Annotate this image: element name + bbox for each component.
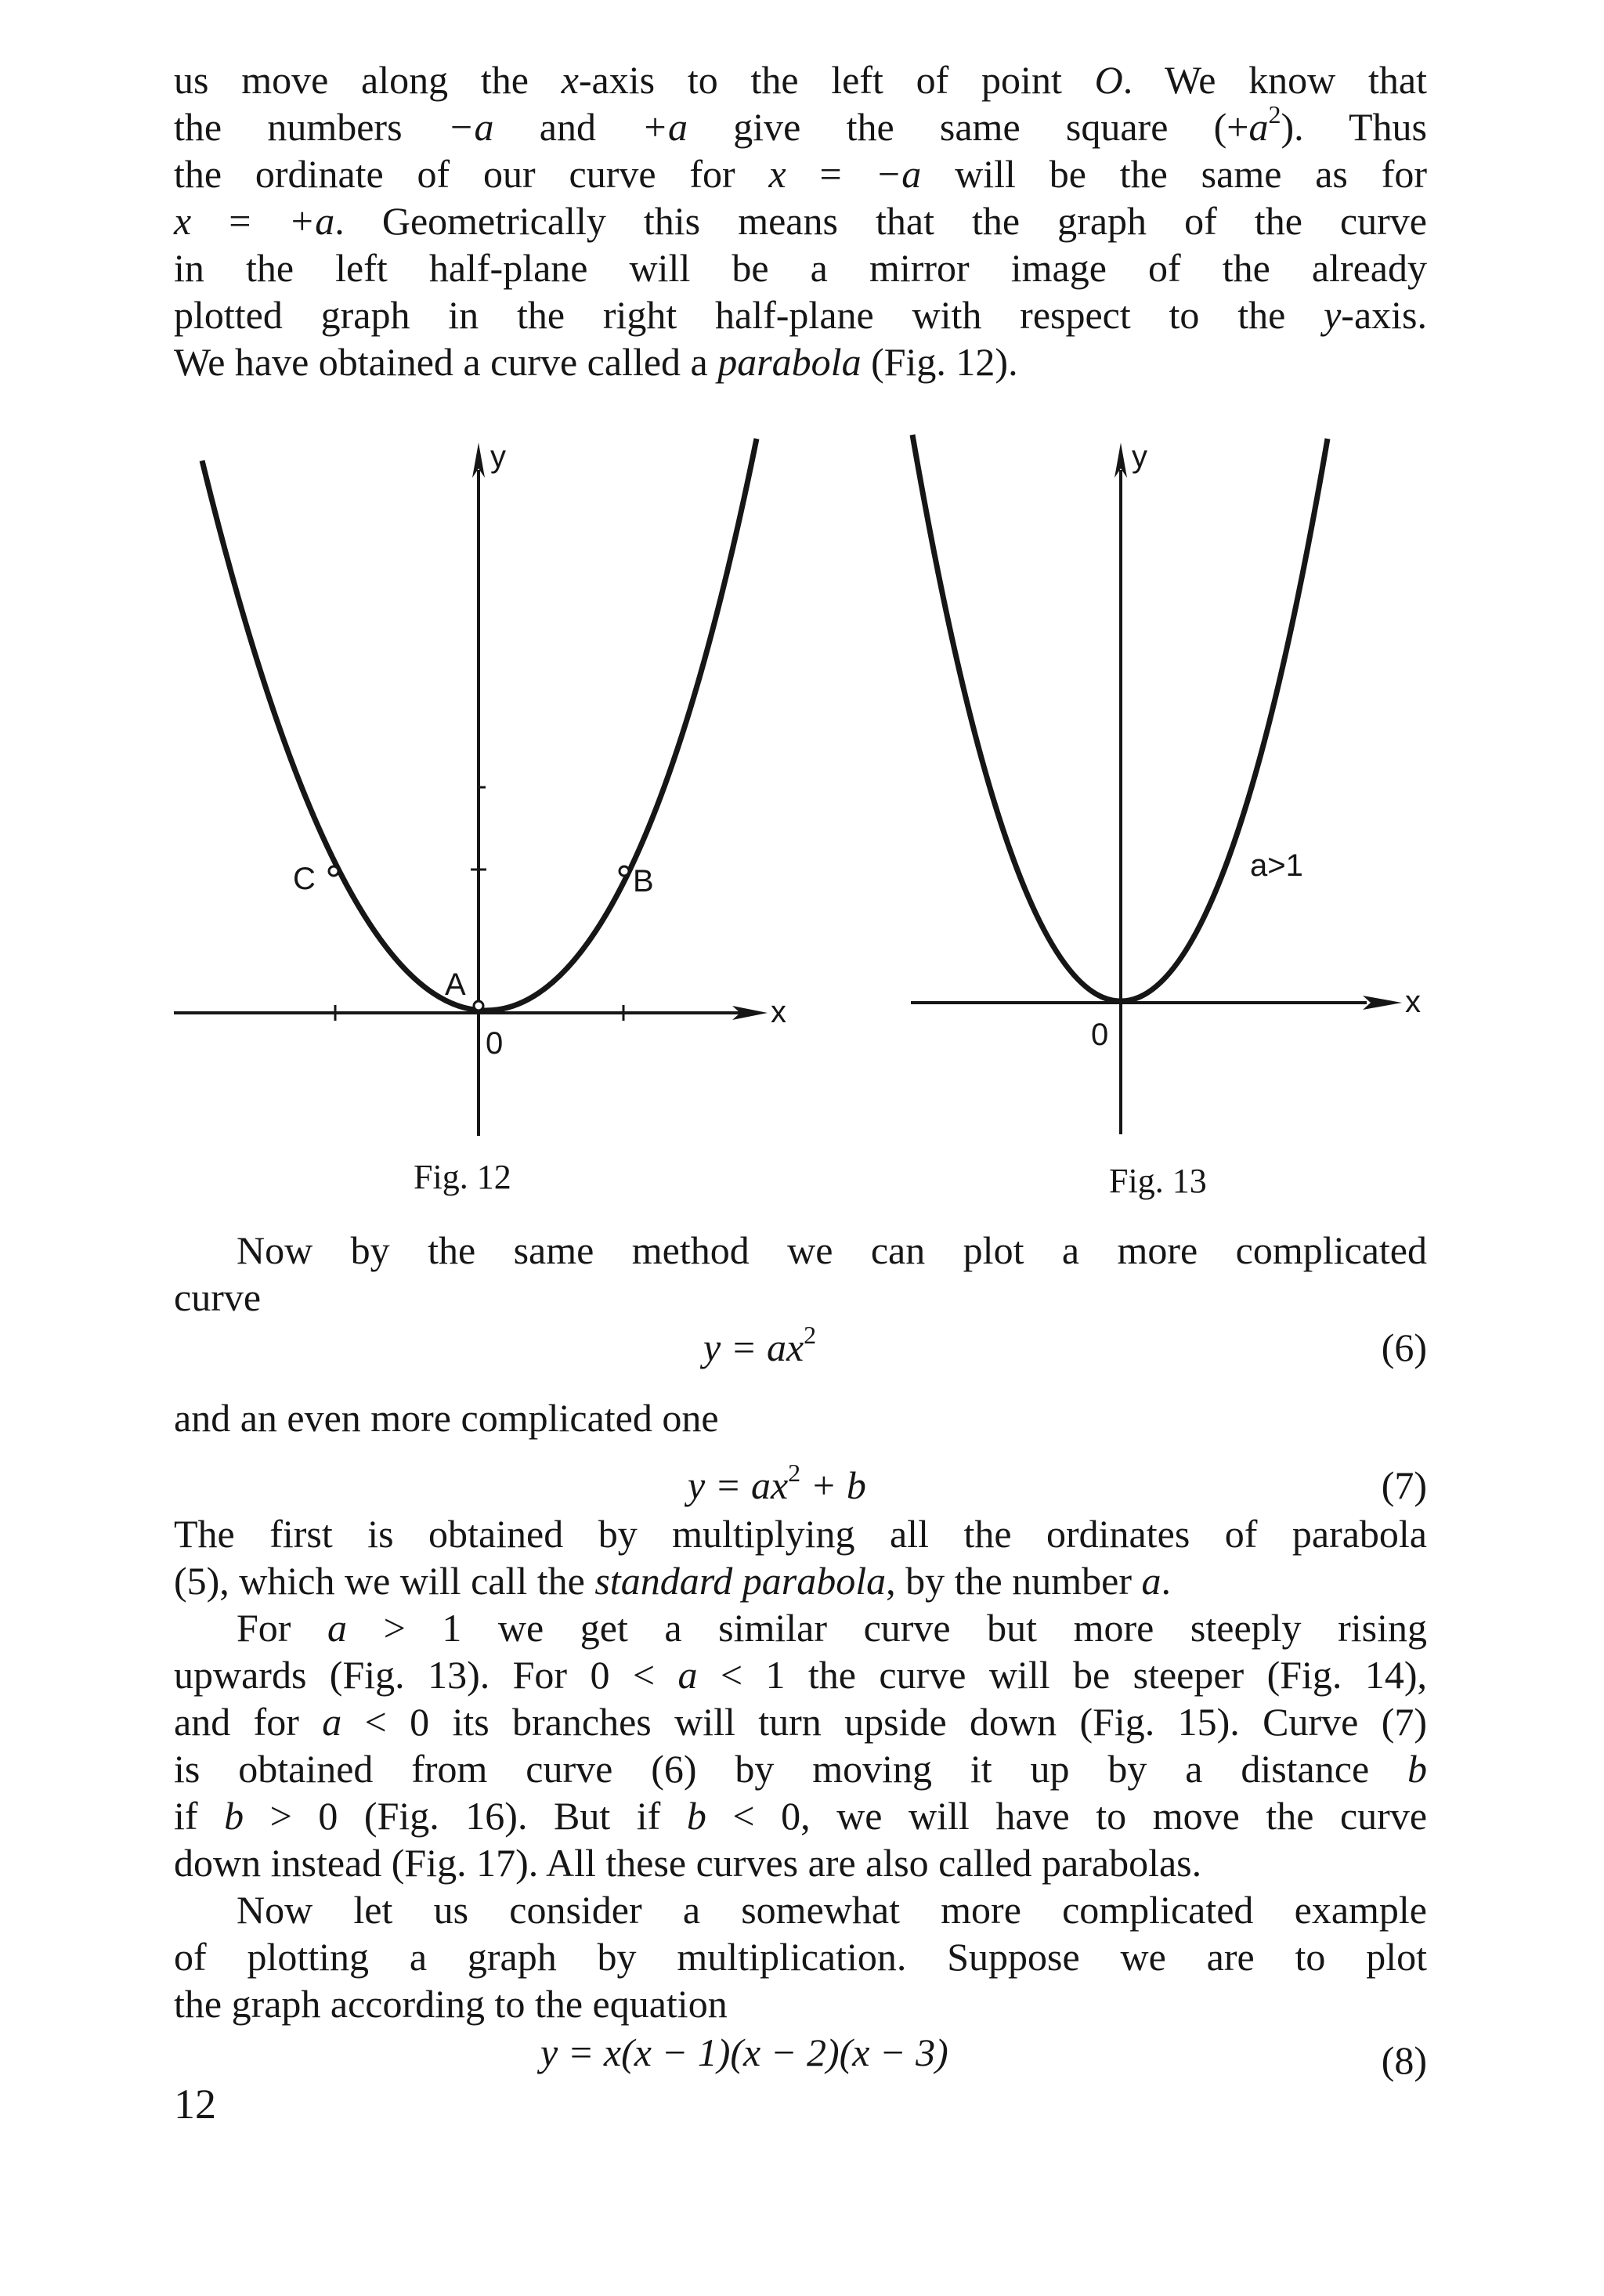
text-line: We have obtained a curve called a parabola (Fig. 12). [174, 340, 1018, 384]
eq7-rhs: = ax [705, 1463, 789, 1507]
text-line: down instead (Fig. 17). All these curves are also called parabolas. [174, 1841, 1202, 1885]
equation-6 [703, 1321, 817, 1371]
text-line: Now by the same method we can plot a more complicated [237, 1228, 1427, 1272]
fig13-x-label: x [1405, 985, 1421, 1019]
equation-7-number: (7) [1381, 1463, 1427, 1507]
fig12-origin-label: 0 [486, 1026, 504, 1061]
eq6-lhs: y [703, 1325, 721, 1369]
fig12-y-label: y [490, 439, 506, 474]
paragraph-4 [174, 1510, 1427, 1604]
fig12-caption: Fig. 12 [414, 1158, 511, 1196]
fig13-caption: Fig. 13 [1109, 1162, 1207, 1200]
figure-13 [911, 435, 1421, 1134]
text-line: (5), which we will call the standard parabola, by the number a. [174, 1559, 1171, 1603]
text-line: the numbers −a and +a give the same square $(+a^2)$. Thus [174, 100, 1427, 149]
fig12-x-label: x [771, 995, 786, 1029]
fig13-curve-label: a>1 [1250, 848, 1303, 883]
text-line: the ordinate of our curve for x = −a will be the same as for [174, 152, 1428, 196]
text-line: is obtained from curve (6) by moving it up by a distance b [174, 1747, 1427, 1791]
text-line: and for a < 0 its branches will turn upside down (Fig. 15). Curve (7) [174, 1700, 1428, 1744]
paragraph-3-text: and an even more complicated one [174, 1396, 719, 1440]
fig12-label-a: A [445, 967, 466, 1002]
eq6-exp: 2 [804, 1321, 817, 1349]
eq7-tail: + b [800, 1463, 866, 1507]
fig12-point-b [620, 866, 629, 876]
text-line: upwards (Fig. 13). For 0 < a < 1 the curve will be steeper (Fig. 14), [174, 1653, 1427, 1697]
fig12-label-c: C [293, 862, 316, 896]
eq7-exp: 2 [788, 1459, 801, 1487]
text-line: curve [174, 1275, 262, 1319]
paragraph-3 [174, 1394, 1427, 1441]
equation-7 [688, 1459, 866, 1509]
fig13-x-arrow-icon [1363, 996, 1402, 1010]
equation-8-number: (8) [1381, 2038, 1427, 2082]
figure-12 [174, 439, 786, 1136]
text-line: in the left half-plane will be a mirror image of the already [174, 246, 1427, 290]
equation-6-number: (6) [1381, 1325, 1427, 1369]
fig12-label-b: B [633, 864, 654, 899]
eq6-rhs: = ax [721, 1325, 804, 1369]
paragraph-6 [174, 1886, 1427, 2027]
fig13-origin-label: 0 [1091, 1018, 1109, 1052]
page-number: 12 [174, 2081, 216, 2128]
fig13-y-label: y [1132, 439, 1147, 474]
text-line: if b > 0 (Fig. 16). But if b < 0, we will have to move the curve [174, 1794, 1428, 1838]
text-line: the graph according to the equation [174, 1982, 728, 2026]
text-line: plotted graph in the right half-plane with respect to the y-axis. [174, 293, 1427, 337]
paragraph-2 [174, 1227, 1427, 1321]
text-line: Now let us consider a somewhat more complicated example [237, 1888, 1427, 1932]
text-line: of plotting a graph by multiplication. Suppose we are to plot [174, 1935, 1427, 1979]
text-line: The first is obtained by multiplying all the ordinates of parabola [174, 1512, 1427, 1556]
fig12-point-a [474, 1001, 483, 1011]
fig12-point-c [329, 866, 338, 876]
text-line: x = +a. Geometrically this means that the graph of the curve [174, 199, 1427, 243]
paragraph-5 [174, 1604, 1427, 1886]
equation-8: y = x(x − 1)(x − 2)(x − 3) [540, 2030, 948, 2074]
eq7-lhs: y [688, 1463, 706, 1507]
text-line: For a > 1 we get a similar curve but more steeply rising [237, 1606, 1427, 1650]
text-line: us move along the x-axis to the left of point O. We know that [174, 58, 1427, 102]
